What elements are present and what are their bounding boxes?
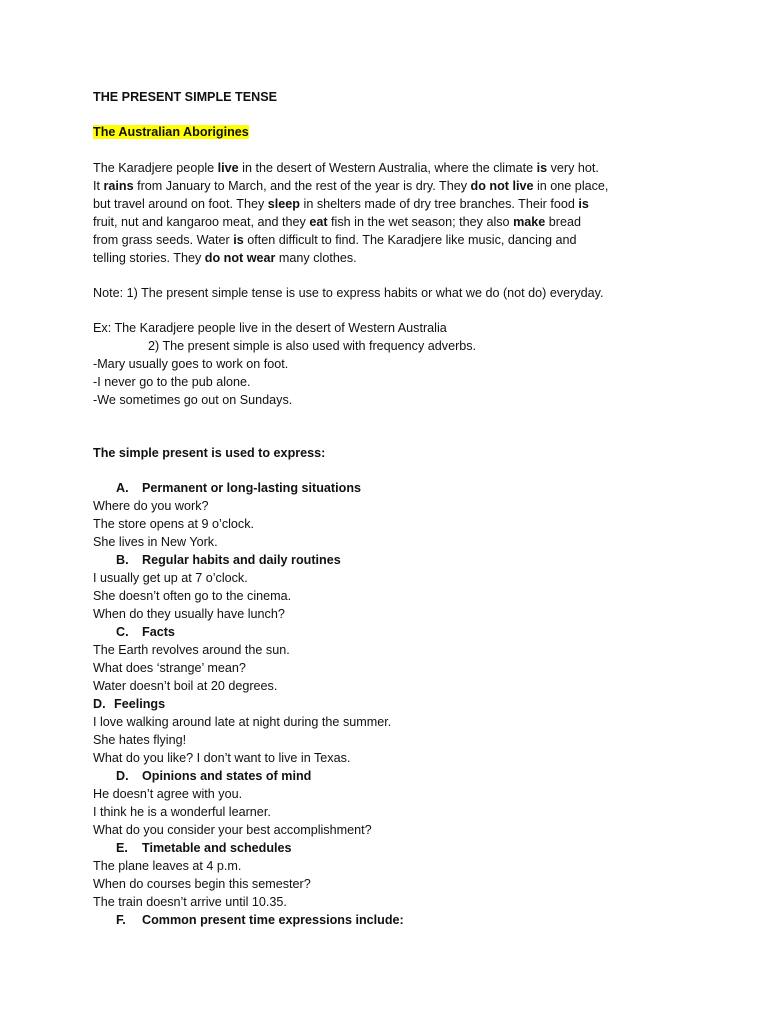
section-heading-text: Feelings: [114, 697, 166, 711]
section-heading-text: Timetable and schedules: [142, 841, 292, 855]
example-sentence: He doesn’t agree with you.: [93, 787, 243, 801]
section-heading: [93, 551, 708, 569]
bold-verb: is: [233, 233, 244, 247]
bold-verb: live: [217, 161, 239, 175]
note-2-text: 2) The present simple is also used with frequency adverbs.: [148, 339, 477, 353]
example-sentence: She hates flying!: [93, 733, 187, 747]
example-sentence: I usually get up at 7 o’clock.: [93, 571, 248, 585]
example-sentence: She lives in New York.: [93, 535, 218, 549]
section-heading: [93, 479, 708, 497]
list-letter: F.: [116, 913, 126, 927]
text-run: fruit, nut and kangaroo meat, and they: [93, 215, 310, 229]
paragraph-line: [93, 249, 708, 267]
page-title: THE PRESENT SIMPLE TENSE: [93, 90, 278, 104]
text-run: many clothes.: [275, 251, 357, 265]
adverb-example: -Mary usually goes to work on foot.: [93, 357, 289, 371]
text-run: from grass seeds. Water: [93, 233, 234, 247]
bold-verb: is: [578, 197, 589, 211]
text-run: from January to March, and the rest of the year is dry. They: [133, 179, 471, 193]
text-run: in shelters made of dry tree branches. Their food: [300, 197, 579, 211]
example-sentence: When do courses begin this semester?: [93, 877, 311, 891]
bold-verb: make: [513, 215, 546, 229]
example-sentence: What do you like? I don’t want to live in Texas.: [93, 751, 351, 765]
uses-heading: The simple present is used to express:: [93, 446, 326, 460]
section-heading: [93, 623, 708, 641]
list-letter: D.: [93, 697, 106, 711]
example-sentence: I think he is a wonderful learner.: [93, 805, 271, 819]
section-heading: [93, 839, 708, 857]
list-letter: E.: [116, 841, 128, 855]
bold-verb: do not live: [470, 179, 534, 193]
example-sentence: The train doesn’t arrive until 10.35.: [93, 895, 287, 909]
example-sentence: The plane leaves at 4 p.m.: [93, 859, 242, 873]
section-heading: [93, 695, 708, 713]
example-text: Ex: The Karadjere people live in the desert of Western Australia: [93, 321, 447, 335]
list-letter: A.: [116, 481, 129, 495]
section-heading: [93, 767, 708, 785]
bold-verb: rains: [103, 179, 134, 193]
example-sentence: The Earth revolves around the sun.: [93, 643, 290, 657]
section-title-highlighted: The Australian Aborigines: [93, 125, 249, 139]
section-heading-text: Facts: [142, 625, 175, 639]
example-sentence: She doesn’t often go to the cinema.: [93, 589, 292, 603]
subtitle-block: [93, 123, 708, 141]
bold-verb: sleep: [267, 197, 301, 211]
text-run: fish in the wet season; they also: [327, 215, 514, 229]
text-run: The Karadjere people: [93, 161, 218, 175]
text-run: It: [93, 179, 104, 193]
uses-list: [93, 479, 708, 929]
bold-verb: eat: [309, 215, 328, 229]
example-sentence: Water doesn’t boil at 20 degrees.: [93, 679, 278, 693]
list-letter: D.: [116, 769, 129, 783]
section-heading-text: Opinions and states of mind: [142, 769, 312, 783]
section-heading-text: Regular habits and daily routines: [142, 553, 341, 567]
text-run: in the desert of Western Australia, where the climate: [238, 161, 537, 175]
paragraph-line: [93, 159, 708, 177]
paragraph-line: [93, 177, 708, 195]
list-letter: C.: [116, 625, 129, 639]
bold-verb: do not wear: [204, 251, 276, 265]
example-sentence: I love walking around late at night during the summer.: [93, 715, 392, 729]
note-block: [93, 284, 708, 302]
adverb-example: -I never go to the pub alone.: [93, 375, 251, 389]
section-heading-text: Common present time expressions include:: [142, 913, 404, 927]
text-run: but travel around on foot. They: [93, 197, 268, 211]
uses-heading-block: [93, 444, 708, 462]
note-text: Note: 1) The present simple tense is use to express habits or what we do (not do) everyday.: [93, 286, 604, 300]
example-sentence: When do they usually have lunch?: [93, 607, 285, 621]
text-run: bread: [545, 215, 581, 229]
story-paragraph: [93, 159, 708, 267]
text-run: often difficult to find. The Karadjere like music, dancing and: [243, 233, 577, 247]
examples-block: [93, 319, 708, 409]
list-letter: B.: [116, 553, 129, 567]
section-heading-text: Permanent or long-lasting situations: [142, 481, 362, 495]
section-heading: [93, 911, 708, 929]
paragraph-line: [93, 231, 708, 249]
example-sentence: Where do you work?: [93, 499, 209, 513]
text-run: very hot.: [547, 161, 599, 175]
example-sentence: The store opens at 9 o’clock.: [93, 517, 255, 531]
text-run: in one place,: [533, 179, 609, 193]
text-run: telling stories. They: [93, 251, 205, 265]
paragraph-line: [93, 195, 708, 213]
example-sentence: What do you consider your best accomplishment?: [93, 823, 372, 837]
title-block: [93, 88, 708, 106]
bold-verb: is: [536, 161, 548, 175]
paragraph-line: [93, 213, 708, 231]
example-sentence: What does ‘strange’ mean?: [93, 661, 246, 675]
adverb-example: -We sometimes go out on Sundays.: [93, 393, 293, 407]
